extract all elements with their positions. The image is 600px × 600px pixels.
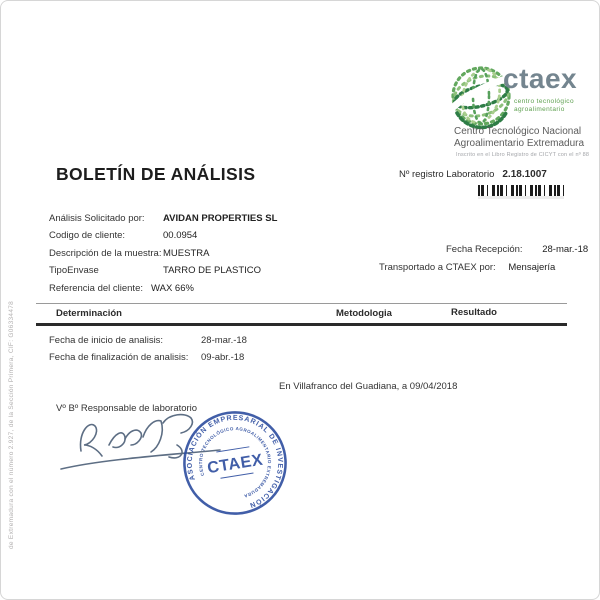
table-top-rule bbox=[36, 303, 567, 304]
stamp-outer-text: ASOCIACIÓN EMPRESARIAL DE INVESTIGACIÓN bbox=[186, 414, 284, 509]
lab-registry-line bbox=[399, 169, 547, 180]
page-title: BOLETÍN DE ANÁLISIS bbox=[56, 164, 256, 184]
column-header-result: Resultado bbox=[451, 307, 497, 318]
column-header-methodology: Metodologia bbox=[336, 308, 392, 319]
field-client-code: Codigo de cliente: 00.0954 bbox=[49, 230, 198, 241]
field-sample-description: Descripción de la muestra: MUESTRA bbox=[49, 248, 210, 259]
field-analysis-end-date: Fecha de finalización de analisis: 09-abr.-18 bbox=[49, 352, 245, 363]
ctaex-wordmark: ctaex bbox=[503, 63, 578, 94]
stamp-center-text: CTAEX bbox=[206, 450, 265, 478]
field-container-type: TipoEnvase TARRO DE PLASTICO bbox=[49, 265, 262, 276]
organization-registry-note: Inscrito en el Libro Registro de CICYT con el nº 88 bbox=[456, 152, 590, 158]
stamp-inner-text: CENTRO TECNOLÓGICO AGROALIMENTARIO EXTREMADURA bbox=[198, 426, 272, 499]
organization-name: Centro Tecnológico Nacional Agroalimentario Extremadura bbox=[454, 126, 585, 149]
field-analysis-start-date: Fecha de inicio de analisis: 28-mar.-18 bbox=[49, 335, 247, 346]
place-date-line: En Villafranco del Guadiana, a 09/04/2018 bbox=[279, 381, 458, 392]
lab-registry-number: 2.18.1007 bbox=[502, 169, 547, 180]
field-reception-date: Fecha Recepción: 28-mar.-18 bbox=[446, 244, 589, 255]
lab-approval-label: Vº Bº Responsable de laboratorio bbox=[56, 403, 198, 414]
ctaex-tagline: centro tecnológico agroalimentario bbox=[514, 98, 574, 113]
column-header-determination: Determinación bbox=[56, 308, 122, 319]
table-header-rule bbox=[36, 323, 567, 326]
field-requested-by: Análisis Solicitado por: AVIDAN PROPERTIES SL bbox=[49, 213, 278, 224]
barcode bbox=[478, 185, 564, 196]
field-transported-by: Transportado a CTAEX por: Mensajería bbox=[379, 262, 556, 273]
lab-registry-label: Nº registro Laboratorio bbox=[399, 169, 495, 180]
field-client-reference: Referencia del cliente: WAX 66% bbox=[49, 283, 194, 294]
ctaex-stamp bbox=[181, 409, 289, 517]
side-registry-note: de Extremadura con el número 2.927, de la Sección Primera, CIF: G06334478 bbox=[8, 300, 15, 549]
